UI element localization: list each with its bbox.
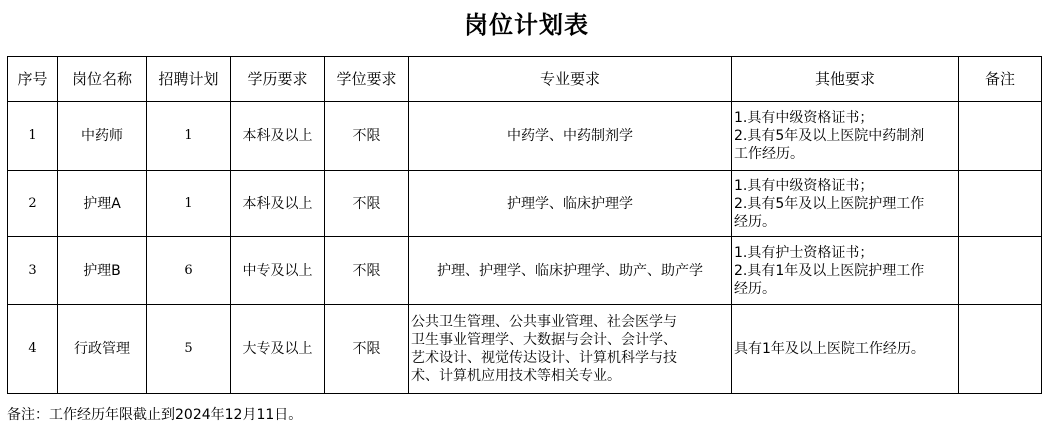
cell-seq: 4 <box>8 305 58 394</box>
cell-plan: 1 <box>147 171 231 237</box>
header-education: 学历要求 <box>231 57 325 102</box>
major-line: 护理、护理学、临床护理学、助产、助产学 <box>437 262 703 279</box>
cell-remark <box>959 305 1042 394</box>
major-line: 公共卫生管理、公共事业管理、社会医学与 <box>411 314 677 330</box>
other-line: 1.具有中级资格证书； <box>734 177 874 194</box>
cell-other <box>732 237 959 305</box>
other-line: 具有1年及以上医院工作经历。 <box>734 341 925 357</box>
cell-degree: 不限 <box>325 237 409 305</box>
other-line: 2.具有1年及以上医院护理工作 <box>734 262 925 279</box>
major-line: 卫生事业管理学、大数据与会计、会计学、 <box>411 332 677 348</box>
cell-other <box>732 305 959 394</box>
other-line: 1.具有中级资格证书； <box>734 110 874 126</box>
cell-major <box>409 102 732 171</box>
cell-position: 中药师 <box>58 102 147 171</box>
cell-remark <box>959 237 1042 305</box>
cell-position: 行政管理 <box>58 305 147 394</box>
position-plan-table <box>7 56 1042 394</box>
cell-other <box>732 171 959 237</box>
cell-education: 中专及以上 <box>231 237 325 305</box>
table-row <box>8 305 1042 394</box>
table-row <box>8 171 1042 237</box>
header-other: 其他要求 <box>732 57 959 102</box>
cell-seq: 3 <box>8 237 58 305</box>
cell-education: 本科及以上 <box>231 171 325 237</box>
other-line: 2.具有5年及以上医院护理工作 <box>734 195 925 212</box>
table-row <box>8 102 1042 171</box>
cell-degree: 不限 <box>325 102 409 171</box>
cell-remark <box>959 171 1042 237</box>
cell-degree: 不限 <box>325 171 409 237</box>
table-row <box>8 237 1042 305</box>
cell-other <box>732 102 959 171</box>
header-seq: 序号 <box>8 57 58 102</box>
header-remark: 备注 <box>959 57 1042 102</box>
major-line: 艺术设计、视觉传达设计、计算机科学与技 <box>411 350 677 366</box>
cell-seq: 1 <box>8 102 58 171</box>
table-header-row <box>8 57 1042 102</box>
other-line: 工作经历。 <box>734 146 804 162</box>
cell-education: 大专及以上 <box>231 305 325 394</box>
header-major: 专业要求 <box>409 57 732 102</box>
cell-degree: 不限 <box>325 305 409 394</box>
header-plan: 招聘计划 <box>147 57 231 102</box>
cell-plan: 1 <box>147 102 231 171</box>
cell-major <box>409 171 732 237</box>
page-title: 岗位计划表 <box>464 11 589 39</box>
major-line: 护理学、临床护理学 <box>507 195 633 212</box>
cell-education: 本科及以上 <box>231 102 325 171</box>
footnote: 备注：工作经历年限截止到2024年12月11日。 <box>7 407 303 423</box>
cell-position: 护理A <box>58 171 147 237</box>
cell-seq: 2 <box>8 171 58 237</box>
other-line: 经历。 <box>734 280 776 297</box>
other-line: 1.具有护士资格证书； <box>734 244 874 261</box>
other-line: 2.具有5年及以上医院中药制剂 <box>734 128 925 144</box>
major-line: 术、计算机应用技术等相关专业。 <box>411 368 621 384</box>
header-position: 岗位名称 <box>58 57 147 102</box>
cell-plan: 5 <box>147 305 231 394</box>
cell-plan: 6 <box>147 237 231 305</box>
cell-remark <box>959 102 1042 171</box>
cell-major <box>409 305 732 394</box>
cell-position: 护理B <box>58 237 147 305</box>
header-degree: 学位要求 <box>325 57 409 102</box>
cell-major <box>409 237 732 305</box>
major-line: 中药学、中药制剂学 <box>507 128 633 144</box>
other-line: 经历。 <box>734 213 776 230</box>
